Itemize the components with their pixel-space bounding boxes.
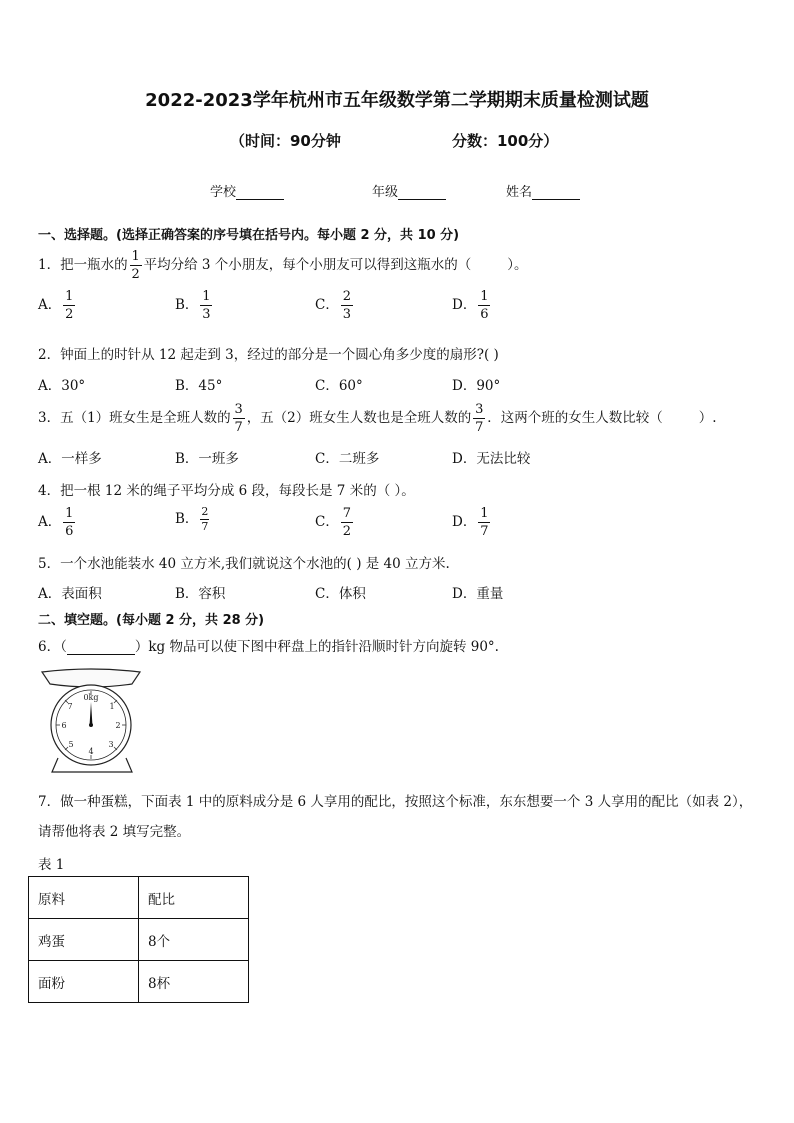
question-1: 1．把一瓶水的 $\frac{1}{2}$ 平均分给 3 个小朋友，每个小朋友可以得到这瓶水的（ ）。 [38, 249, 528, 282]
exam-score: 分数：100分） [452, 132, 559, 150]
q1-option-a[interactable]: A． $\frac{1}{2}$ [38, 289, 74, 322]
answer-blank[interactable] [67, 640, 135, 655]
scale-num-2: 2 [115, 721, 121, 730]
q4-option-b[interactable]: B． $\frac{2}{7}$ [175, 505, 209, 533]
q2-option-a[interactable]: A．30° [38, 378, 86, 394]
q2-option-d[interactable]: D．90° [452, 378, 501, 394]
school-label: 学校 [210, 185, 237, 200]
q5-option-a[interactable]: A．表面积 [38, 586, 102, 602]
q2-option-b[interactable]: B．45° [175, 378, 223, 394]
q1-option-b[interactable]: B． $\frac{1}{3}$ [175, 289, 211, 322]
q3-option-c[interactable]: C．二班多 [315, 451, 380, 467]
name-label: 姓名 [506, 185, 533, 200]
scale-num-4: 4 [88, 747, 94, 756]
fraction: $\frac{1}{2}$ [131, 249, 140, 282]
q2-option-c[interactable]: C．60° [315, 378, 363, 394]
q3-option-a[interactable]: A．一样多 [38, 451, 102, 467]
question-3: 3．五（1）班女生是全班人数的 $\frac{3}{7}$ ，五（2）班女生人数也是全班人数的 $\frac{3}{7}$ ．这两个班的女生人数比较（ ）. [38, 402, 717, 435]
table-cell: 8个 [139, 919, 249, 961]
grade-field[interactable] [372, 181, 446, 200]
section-1-title: 一、选择题。(选择正确答案的序号填在括号内。每小题 2 分，共 10 分) [38, 228, 460, 243]
question-6: 6．（ ）kg 物品可以使下图中秤盘上的指针沿顺时针方向旋转 90°. [38, 639, 499, 655]
scale-num-7: 7 [67, 702, 73, 711]
question-5: 5．一个水池能装水 40 立方米,我们就说这个水池的( ) 是 40 立方米. [38, 556, 450, 572]
table-row [29, 877, 249, 919]
table-row [29, 919, 249, 961]
scale-num-5: 5 [68, 740, 74, 749]
section-2-title: 二、填空题。(每小题 2 分，共 28 分) [38, 613, 265, 628]
exam-time: （时间：90分钟 [230, 132, 341, 150]
q4-option-a[interactable]: A． $\frac{1}{6}$ [38, 506, 74, 539]
table-row [29, 961, 249, 1003]
school-field[interactable] [210, 181, 284, 200]
scale-num-3: 3 [108, 740, 114, 749]
table-cell: 面粉 [29, 961, 139, 1003]
table-1-label: 表 1 [38, 857, 65, 873]
table-header: 原料 [29, 877, 139, 919]
q1-option-d[interactable]: D． $\frac{1}{6}$ [452, 289, 489, 322]
scale-num-6: 6 [61, 721, 67, 730]
question-7-line-1: 7．做一种蛋糕，下面表 1 中的原料成分是 6 人享用的配比，按照这个标准，东东想要一个 3 人享用的配比（如表 2）， [38, 794, 753, 810]
q3-option-d[interactable]: D．无法比较 [452, 451, 531, 467]
question-2: 2．钟面上的时针从 12 起走到 3，经过的部分是一个圆心角多少度的扇形?( ) [38, 347, 499, 363]
question-7-line-2: 请帮他将表 2 填写完整。 [38, 824, 191, 840]
scale-num-1: 1 [109, 702, 115, 711]
table-header: 配比 [139, 877, 249, 919]
scale-image [36, 664, 146, 776]
q3-option-b[interactable]: B．一班多 [175, 451, 239, 467]
scale-zero-label: 0kg [83, 693, 99, 702]
name-field[interactable] [506, 181, 580, 200]
question-4: 4．把一根 12 米的绳子平均分成 6 段，每段长是 7 米的（ ）。 [38, 483, 415, 499]
q4-option-d[interactable]: D． $\frac{1}{7}$ [452, 506, 489, 539]
q5-option-d[interactable]: D．重量 [452, 586, 504, 602]
q1-option-c[interactable]: C． $\frac{2}{3}$ [315, 289, 351, 322]
table-cell: 8杯 [139, 961, 249, 1003]
grade-label: 年级 [372, 185, 399, 200]
q4-option-c[interactable]: C． $\frac{7}{2}$ [315, 506, 351, 539]
table-cell: 鸡蛋 [29, 919, 139, 961]
recipe-table-1 [28, 876, 249, 1003]
q5-option-c[interactable]: C．体积 [315, 586, 366, 602]
q5-option-b[interactable]: B．容积 [175, 586, 226, 602]
page-title: 2022-2023学年杭州市五年级数学第二学期期末质量检测试题 [145, 90, 649, 111]
